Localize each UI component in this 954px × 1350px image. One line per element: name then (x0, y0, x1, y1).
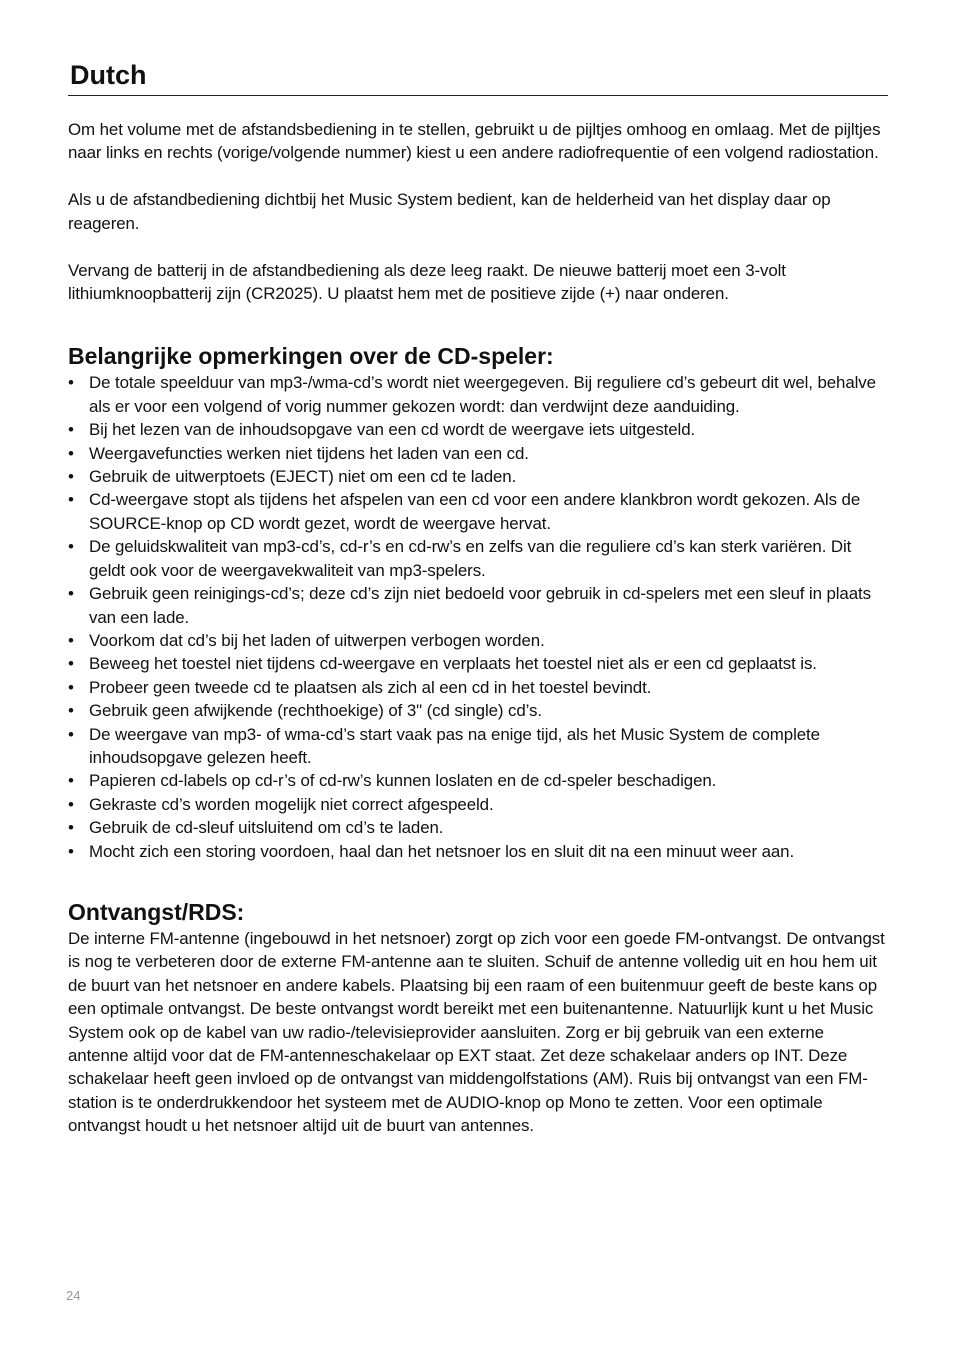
list-item-text: Probeer geen tweede cd te plaatsen als zich al een cd in het toestel bevindt. (89, 677, 652, 697)
list-item (68, 769, 888, 792)
list-item (68, 816, 888, 839)
list-item (68, 699, 888, 722)
list-item (68, 676, 888, 699)
bullet-icon: • (68, 841, 74, 861)
bullet-icon: • (68, 490, 74, 510)
list-item (68, 371, 888, 418)
list-item-text: Weergavefuncties werken niet tijdens het laden van een cd. (89, 443, 529, 463)
bullet-icon: • (68, 771, 74, 791)
document-page (68, 58, 888, 1138)
bullet-icon: • (68, 537, 74, 557)
list-item-text: Mocht zich een storing voordoen, haal dan het netsnoer los en sluit dit na een minuut weer aan. (89, 841, 795, 861)
bullet-icon: • (68, 467, 74, 487)
list-item (68, 465, 888, 488)
bullet-icon: • (68, 654, 74, 674)
list-item (68, 488, 888, 535)
reception-section-heading: Ontvangst/RDS: (68, 898, 245, 925)
bullet-icon: • (68, 677, 74, 697)
list-item-text: Gebruik geen reinigings-cd’s; deze cd’s zijn niet bedoeld voor gebruik in cd-spelers met een sleuf in plaats van een lade. (89, 584, 871, 627)
intro-paragraph-remote-volume: Om het volume met de afstandsbediening in te stellen, gebruikt u de pijltjes omhoog en omlaag. Met de pijltjes naar links en rechts (vorige/volgende nummer) kiest u een andere radiofrequentie of een volgend radiostation. (68, 120, 881, 163)
list-item (68, 418, 888, 441)
list-item-text: De totale speelduur van mp3-/wma-cd’s wordt niet weergegeven. Bij reguliere cd’s gebeurt dit wel, behalve als er voor een volgend of vorig nummer gekozen wordt: dan verdwijnt deze aanduiding. (89, 373, 876, 416)
list-item-text: Gebruik geen afwijkende (rechthoekige) of 3" (cd single) cd’s. (89, 701, 542, 721)
bullet-icon: • (68, 794, 74, 814)
list-item (68, 582, 888, 629)
list-item-text: Cd-weergave stopt als tijdens het afspelen van een cd voor een andere klankbron wordt gekozen. Als de SOURCE-knop op CD wordt gezet, wordt de weergave hervat. (89, 490, 861, 533)
list-item-text: Beweeg het toestel niet tijdens cd-weergave en verplaats het toestel niet als er een cd geplaatst is. (89, 654, 817, 674)
list-item (68, 535, 888, 582)
bullet-icon: • (68, 584, 74, 604)
cd-notes-list (68, 371, 888, 863)
list-item-text: Gekraste cd’s worden mogelijk niet correct afgespeeld. (89, 794, 494, 814)
bullet-icon: • (68, 443, 74, 463)
list-item (68, 629, 888, 652)
bullet-icon: • (68, 701, 74, 721)
bullet-icon: • (68, 420, 74, 440)
list-item-text: Voorkom dat cd’s bij het laden of uitwerpen verbogen worden. (89, 630, 545, 650)
page-number: 24 (66, 1288, 81, 1303)
cd-section-heading: Belangrijke opmerkingen over de CD-speler: (68, 343, 554, 370)
page-title: Dutch (68, 58, 888, 96)
bullet-icon: • (68, 373, 74, 393)
intro-paragraph-display-brightness: Als u de afstandbediening dichtbij het Music System bedient, kan de helderheid van het display daar op reageren. (68, 190, 831, 233)
list-item (68, 442, 888, 465)
list-item (68, 793, 888, 816)
list-item-text: Gebruik de uitwerptoets (EJECT) niet om een cd te laden. (89, 467, 517, 487)
list-item-text: Bij het lezen van de inhoudsopgave van een cd wordt de weergave iets uitgesteld. (89, 420, 696, 440)
list-item-text: Papieren cd-labels op cd-r’s of cd-rw’s kunnen loslaten en de cd-speler beschadigen. (89, 771, 717, 791)
bullet-icon: • (68, 818, 74, 838)
bullet-icon: • (68, 724, 74, 744)
reception-paragraph: De interne FM-antenne (ingebouwd in het netsnoer) zorgt op zich voor een goede FM-ontvangst. De ontvangst is nog te verbeteren door de externe FM-antenne aan te sluiten. Schuif de antenne volledig uit en hou hem uit de buurt van het netsnoer en andere kabels. Plaatsing bij een raam of een buitenmuur geeft de beste kans op een optimale ontvangst. De beste ontvangst wordt bereikt met een buitenantenne. Natuurlijk kunt u het Music System ook op de kabel van uw radio-/televisieprovider aansluiten. Zorg er bij gebruik van een externe antenne altijd voor dat de FM-antenneschakelaar op EXT staat. Zet deze schakelaar anders op INT. Deze schakelaar heeft geen invloed op de ontvangst van middengolfstations (AM). Ruis bij ontvangst van een FM-station is te onderdrukkendoor het systeem met de AUDIO-knop op Mono te zetten. Voor een optimale ontvangst houdt u het netsnoer altijd uit de buurt van antennes. (68, 928, 885, 1136)
list-item-text: De geluidskwaliteit van mp3-cd’s, cd-r’s en cd-rw’s en zelfs van die reguliere cd’s kan sterk variëren. Dit geldt ook voor de weergavekwaliteit van mp3-spelers. (89, 537, 852, 580)
list-item-text: De weergave van mp3- of wma-cd’s start vaak pas na enige tijd, als het Music System de complete inhoudsopgave gelezen heeft. (89, 724, 820, 767)
list-item (68, 840, 888, 863)
bullet-icon: • (68, 630, 74, 650)
intro-paragraph-battery: Vervang de batterij in de afstandbediening als deze leeg raakt. De nieuwe batterij moet een 3-volt lithiumknoopbatterij zijn (CR2025). U plaatst hem met de positieve zijde (+) naar onderen. (68, 260, 786, 304)
list-item (68, 652, 888, 675)
list-item (68, 723, 888, 770)
list-item-text: Gebruik de cd-sleuf uitsluitend om cd’s te laden. (89, 818, 444, 838)
